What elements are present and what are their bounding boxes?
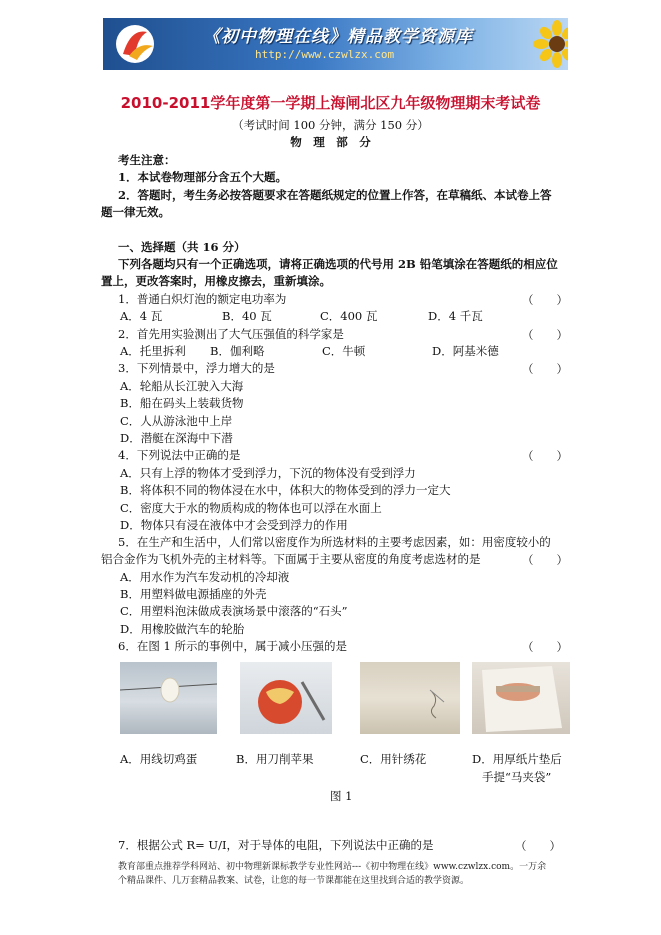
q2-answer-paren: （ ） bbox=[522, 328, 568, 342]
banner-url[interactable]: http://www.czwlzx.com bbox=[255, 48, 395, 61]
q4-option: C．密度大于水的物质构成的物体也可以浮在水面上 bbox=[120, 501, 382, 515]
q2-option: D．阿基米德 bbox=[432, 344, 499, 358]
q1-option: D．4 千瓦 bbox=[428, 309, 483, 323]
q5-option: D．用橡胶做汽车的轮胎 bbox=[120, 622, 245, 636]
q4-option: B．将体积不同的物体浸在水中，体积大的物体受到的浮力一定大 bbox=[120, 483, 451, 497]
notice-item: 2．答题时，考生务必按答题要求在答题纸规定的位置上作答，在草稿纸、本试卷上答 bbox=[118, 188, 552, 202]
q1-stem: 1．普通白炽灯泡的额定电功率为 bbox=[118, 292, 287, 306]
plastic-bag-photo bbox=[472, 662, 570, 734]
site-banner bbox=[103, 18, 568, 70]
q5-option: A．用水作为汽车发动机的冷却液 bbox=[120, 570, 290, 584]
q4-stem: 4．下列说法中正确的是 bbox=[118, 448, 241, 462]
egg-cutting-photo bbox=[120, 662, 217, 734]
q2-stem: 2．首先用实验测出了大气压强值的科学家是 bbox=[118, 327, 344, 341]
q6-stem: 6．在图 1 所示的事例中，属于减小压强的是 bbox=[118, 639, 347, 653]
q4-option: D．物体只有浸在液体中才会受到浮力的作用 bbox=[120, 518, 348, 532]
q5-stem: 5．在生产和生活中，人们常以密度作为所选材料的主要考虑因素，如：用密度较小的 bbox=[118, 535, 551, 549]
q5-stem: 铝合金作为飞机外壳的主材料等。下面属于主要从密度的角度考虑选材的是 bbox=[101, 552, 481, 566]
q2-option: C．牛顿 bbox=[322, 344, 366, 358]
q3-stem: 3．下列情景中，浮力增大的是 bbox=[118, 361, 275, 375]
notice-item: 1．本试卷物理部分含五个大题。 bbox=[118, 170, 287, 184]
q3-option: D．潜艇在深海中下潜 bbox=[120, 431, 233, 445]
part1-instruction: 下列各题均只有一个正确选项，请将正确选项的代号用 2B 铅笔填涂在答题纸的相应位 bbox=[118, 257, 558, 271]
notice-item: 题一律无效。 bbox=[101, 205, 170, 219]
section-name: 物 理 部 分 bbox=[290, 135, 371, 149]
apple-icon bbox=[240, 662, 332, 734]
q2-option: B．伽利略 bbox=[210, 344, 265, 358]
site-logo-icon bbox=[113, 22, 161, 66]
q5-option: B．用塑料做电源插座的外壳 bbox=[120, 587, 267, 601]
figure-caption: 图 1 bbox=[330, 789, 353, 803]
banner-title: 《初中物理在线》精品教学资源库 bbox=[203, 27, 473, 47]
footer-line: 个精品课件、几万套精品教案、试卷，让您的每一节课都能在这里找到合适的教学资源。 bbox=[118, 876, 470, 886]
q3-option: B．船在码头上装载货物 bbox=[120, 396, 244, 410]
q4-answer-paren: （ ） bbox=[522, 449, 568, 463]
page-footer bbox=[118, 860, 568, 888]
embroidery-photo bbox=[360, 662, 460, 734]
part1-heading: 一、选择题（共 16 分） bbox=[118, 240, 246, 254]
q6-option: D．用厚纸片垫后 bbox=[472, 752, 562, 766]
q5-option: C．用塑料泡沫做成表演场景中滚落的“石头” bbox=[120, 604, 348, 618]
q6-answer-paren: （ ） bbox=[522, 640, 568, 654]
q3-option: C．人从游泳池中上岸 bbox=[120, 414, 233, 428]
notice-heading: 考生注意： bbox=[118, 153, 176, 167]
q6-option: B．用刀削苹果 bbox=[236, 752, 314, 766]
q1-answer-paren: （ ） bbox=[522, 293, 568, 307]
q5-answer-paren: （ ） bbox=[522, 553, 568, 567]
q6-option: A．用线切鸡蛋 bbox=[120, 752, 198, 766]
exam-title: 2010-2011学年度第一学期上海闸北区九年级物理期末考试卷 bbox=[120, 94, 541, 112]
q1-option: C．400 瓦 bbox=[320, 309, 378, 323]
hand-bag-icon bbox=[472, 662, 570, 734]
q4-option: A．只有上浮的物体才受到浮力，下沉的物体没有受到浮力 bbox=[120, 466, 416, 480]
q1-option: B．40 瓦 bbox=[222, 309, 272, 323]
part1-instruction: 置上，更改答案时，用橡皮擦去，重新填涂。 bbox=[101, 274, 331, 288]
footer-line: 教育部重点推荐学科网站、初中物理新课标教学专业性网站---《初中物理在线》www.czwlzx.com。一万余 bbox=[118, 862, 547, 872]
q7-answer-paren: （ ） bbox=[515, 839, 561, 853]
q3-option: A．轮船从长江驶入大海 bbox=[120, 379, 244, 393]
q6-option: C．用针绣花 bbox=[360, 752, 427, 766]
q6-option-d-extra: 手提“马夹袋” bbox=[482, 770, 552, 784]
exam-subtitle: （考试时间 100 分钟，满分 150 分） bbox=[232, 118, 429, 132]
egg-icon bbox=[120, 662, 217, 734]
sunflower-icon bbox=[533, 20, 568, 68]
q3-answer-paren: （ ） bbox=[522, 362, 568, 376]
q1-option: A．4 瓦 bbox=[120, 309, 163, 323]
q2-option: A．托里拆利 bbox=[120, 344, 186, 358]
needle-icon bbox=[360, 662, 460, 734]
apple-peeling-photo bbox=[240, 662, 332, 734]
q7-stem: 7．根据公式 R= U/I，对于导体的电阻，下列说法中正确的是 bbox=[118, 838, 434, 852]
